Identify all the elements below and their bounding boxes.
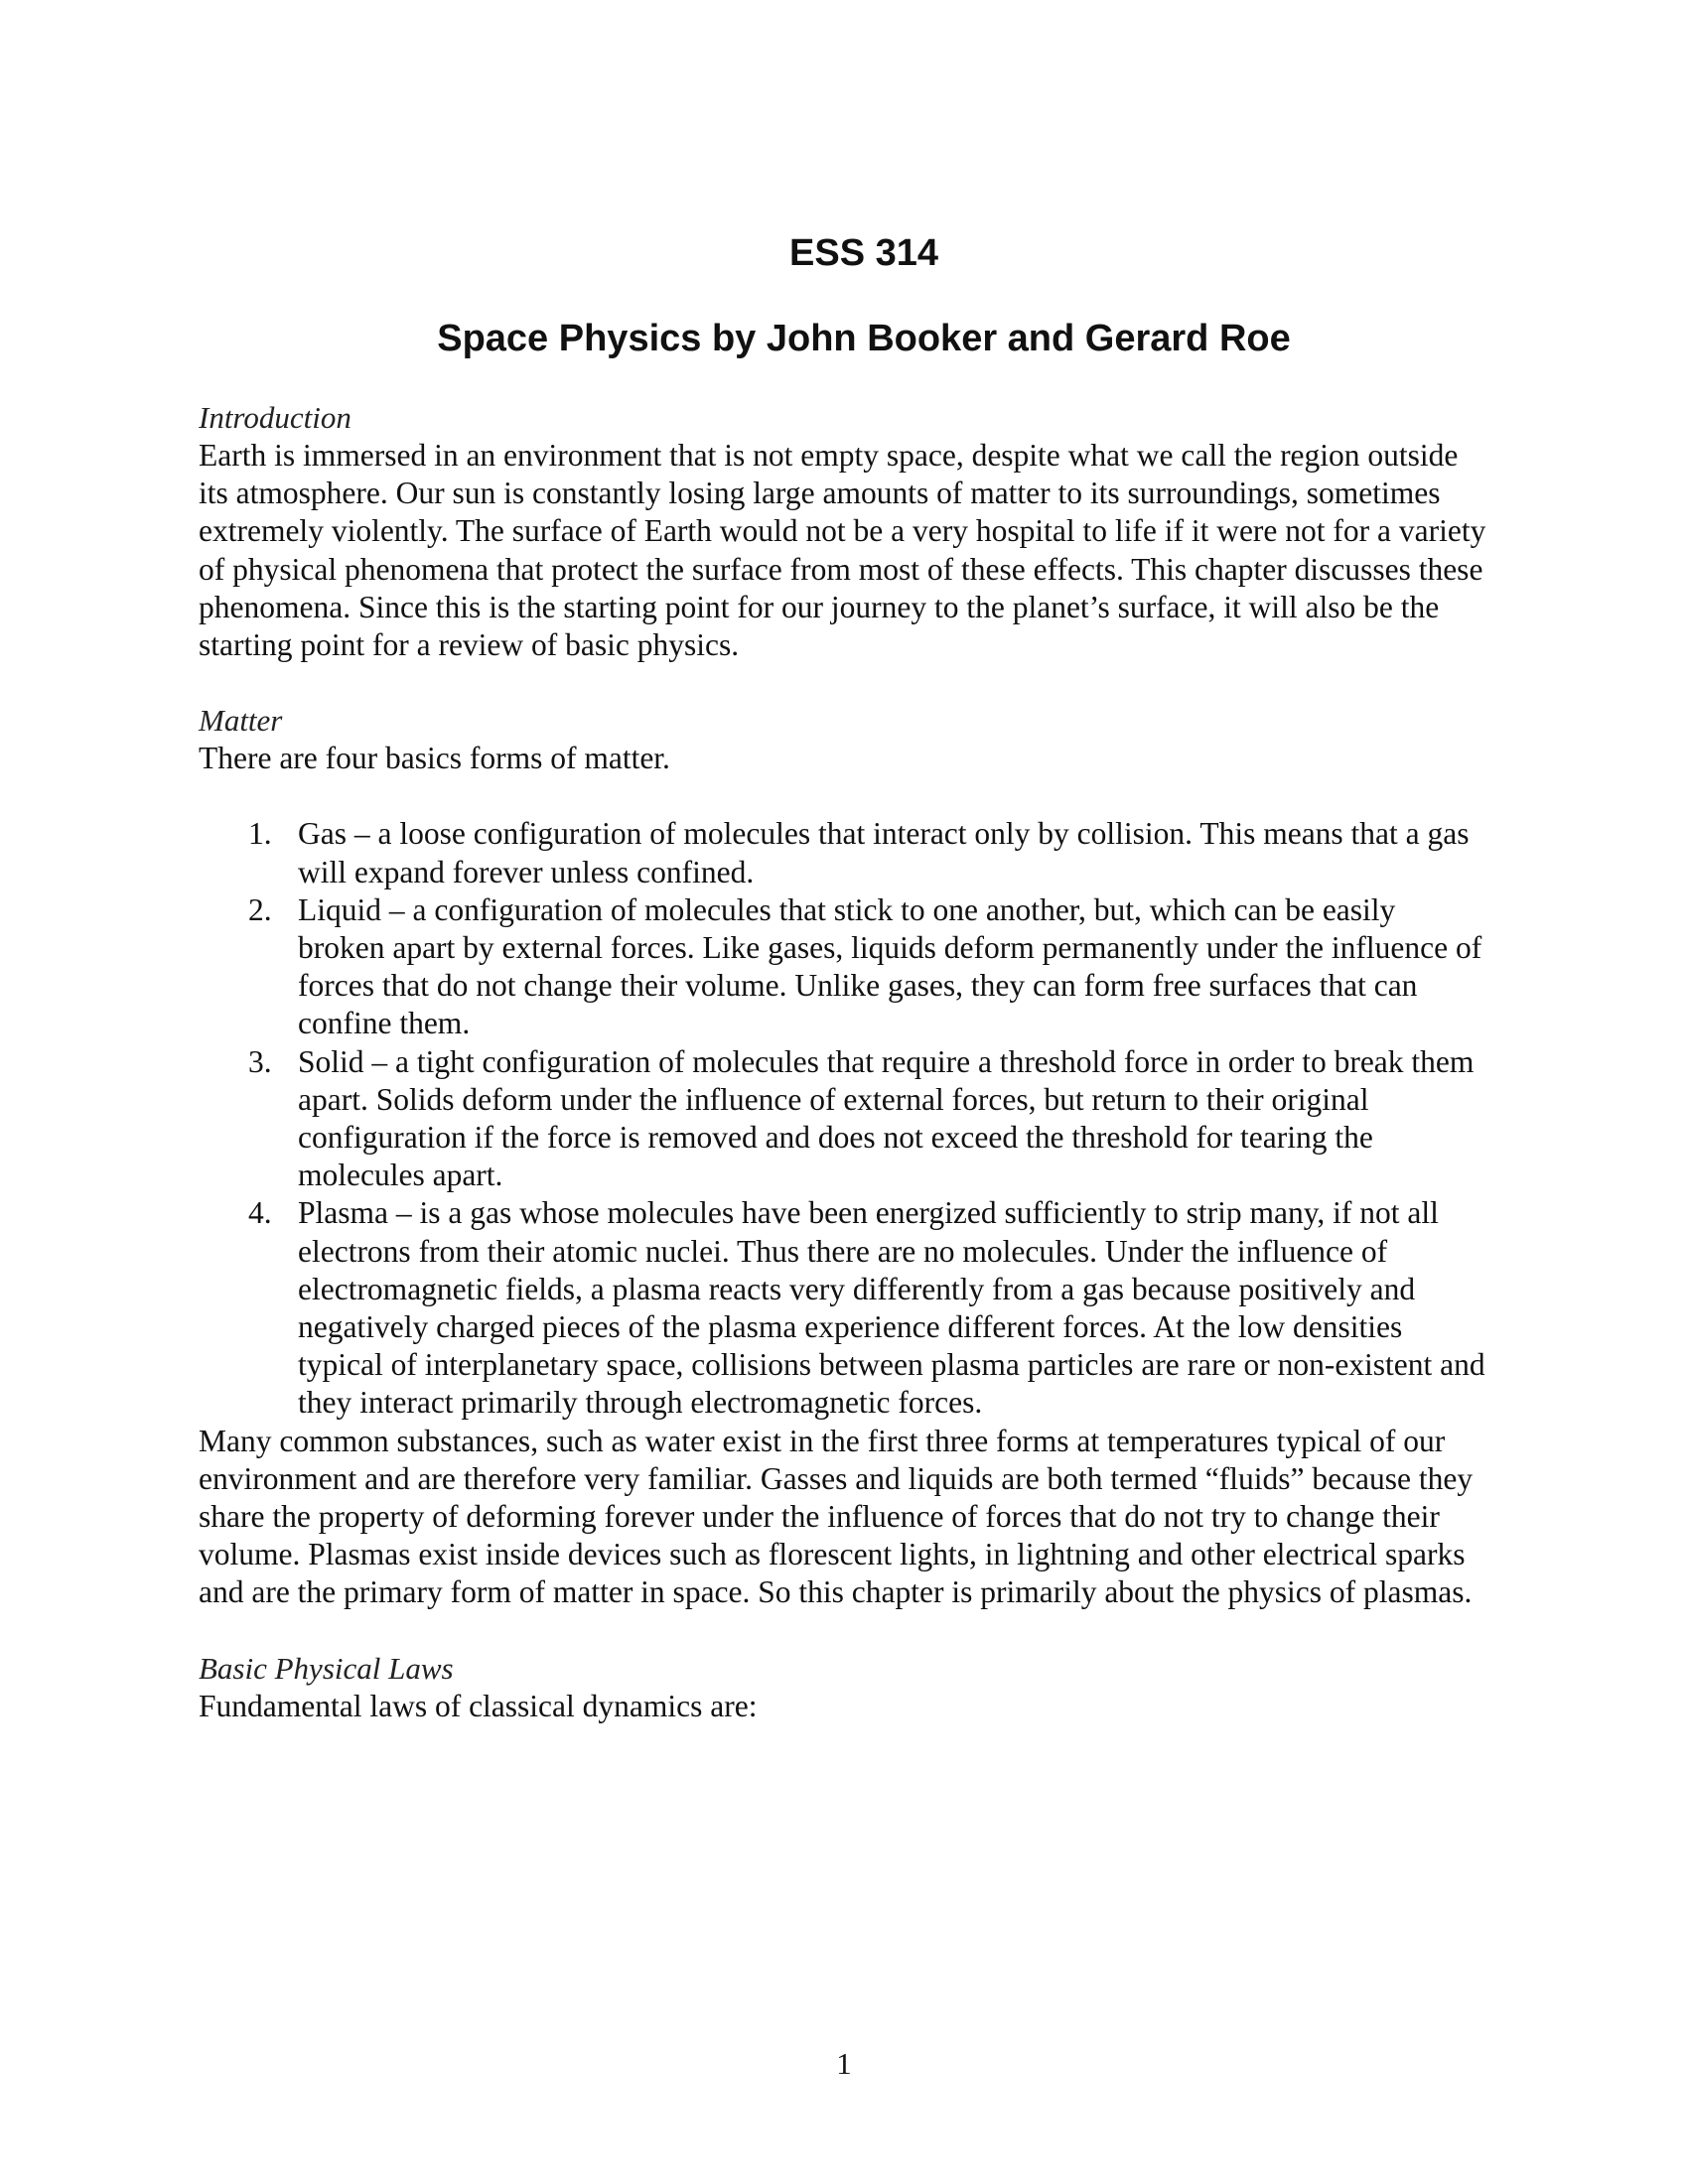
list-item-plasma <box>199 1194 1489 1422</box>
matter-heading: Matter <box>199 703 283 739</box>
list-item-text: Liquid – a configuration of molecules that stick to one another, but, which can be easily broken apart by external forces. Like gases, liquids deform permanently under the influence of forces that do not change their volume. Unlike gases, they can form free surfaces that can confine them. <box>298 891 1482 1041</box>
list-item-text: Gas – a loose configuration of molecules that interact only by collision. This means that a gas will expand forever unless confined. <box>298 816 1470 889</box>
list-item-text: Solid – a tight configuration of molecules that require a threshold force in order to break them apart. Solids deform under the influence of external forces, but return to their original configuration if the force is removed and does not exceed the threshold for tearing the molecules apart. <box>298 1043 1475 1193</box>
course-title: ESS 314 <box>789 232 938 274</box>
list-item-gas <box>199 815 1489 890</box>
list-item-liquid <box>199 891 1489 1043</box>
introduction-paragraph: Earth is immersed in an environment that is not empty space, despite what we call the region outside its atmosphere. Our sun is constantly losing large amounts of matter to its surroundings, sometimes extremely violently. The surface of Earth would not be a very hospital to life if it were not for a variety of physical phenomena that protect the surface from most of these effects. This chapter discusses these phenomena. Since this is the starting point for our journey to the planet’s surface, it will also be the starting point for a review of basic physics. <box>199 438 1486 663</box>
page-content <box>199 230 1489 1725</box>
matter-intro-paragraph: There are four basics forms of matter. <box>199 741 670 776</box>
list-number: 4. <box>248 1195 272 1231</box>
list-number: 3. <box>248 1043 272 1079</box>
document-subtitle: Space Physics by John Booker and Gerard Roe <box>437 318 1291 359</box>
list-item-solid <box>199 1043 1489 1195</box>
list-number: 2. <box>248 891 272 927</box>
basic-laws-heading: Basic Physical Laws <box>199 1650 454 1686</box>
matter-closing-paragraph: Many common substances, such as water exist in the first three forms at temperatures typical of our environment and are therefore very familiar. Gasses and liquids are both termed “fluids” because they share the property of deforming forever under the influence of forces that do not try to change their volume. Plasmas exist inside devices such as florescent lights, in lightning and other electrical sparks and are the primary form of matter in space. So this chapter is primarily about the physics of plasmas. <box>199 1423 1474 1610</box>
list-item-text: Plasma – is a gas whose molecules have been energized sufficiently to strip many, if not all electrons from their atomic nuclei. Thus there are no molecules. Under the influence of electromagnetic fields, a plasma reacts very differently from a gas because positively and negatively charged pieces of the plasma experience different forces. At the low densities typical of interplanetary space, collisions between plasma particles are rare or non-existent and they interact primarily through electromagnetic forces. <box>298 1195 1485 1421</box>
page-number: 1 <box>836 2046 852 2081</box>
basic-laws-paragraph: Fundamental laws of classical dynamics are: <box>199 1688 758 1723</box>
introduction-heading: Introduction <box>199 400 352 435</box>
forms-of-matter-list <box>199 815 1489 1422</box>
list-number: 1. <box>248 816 272 852</box>
